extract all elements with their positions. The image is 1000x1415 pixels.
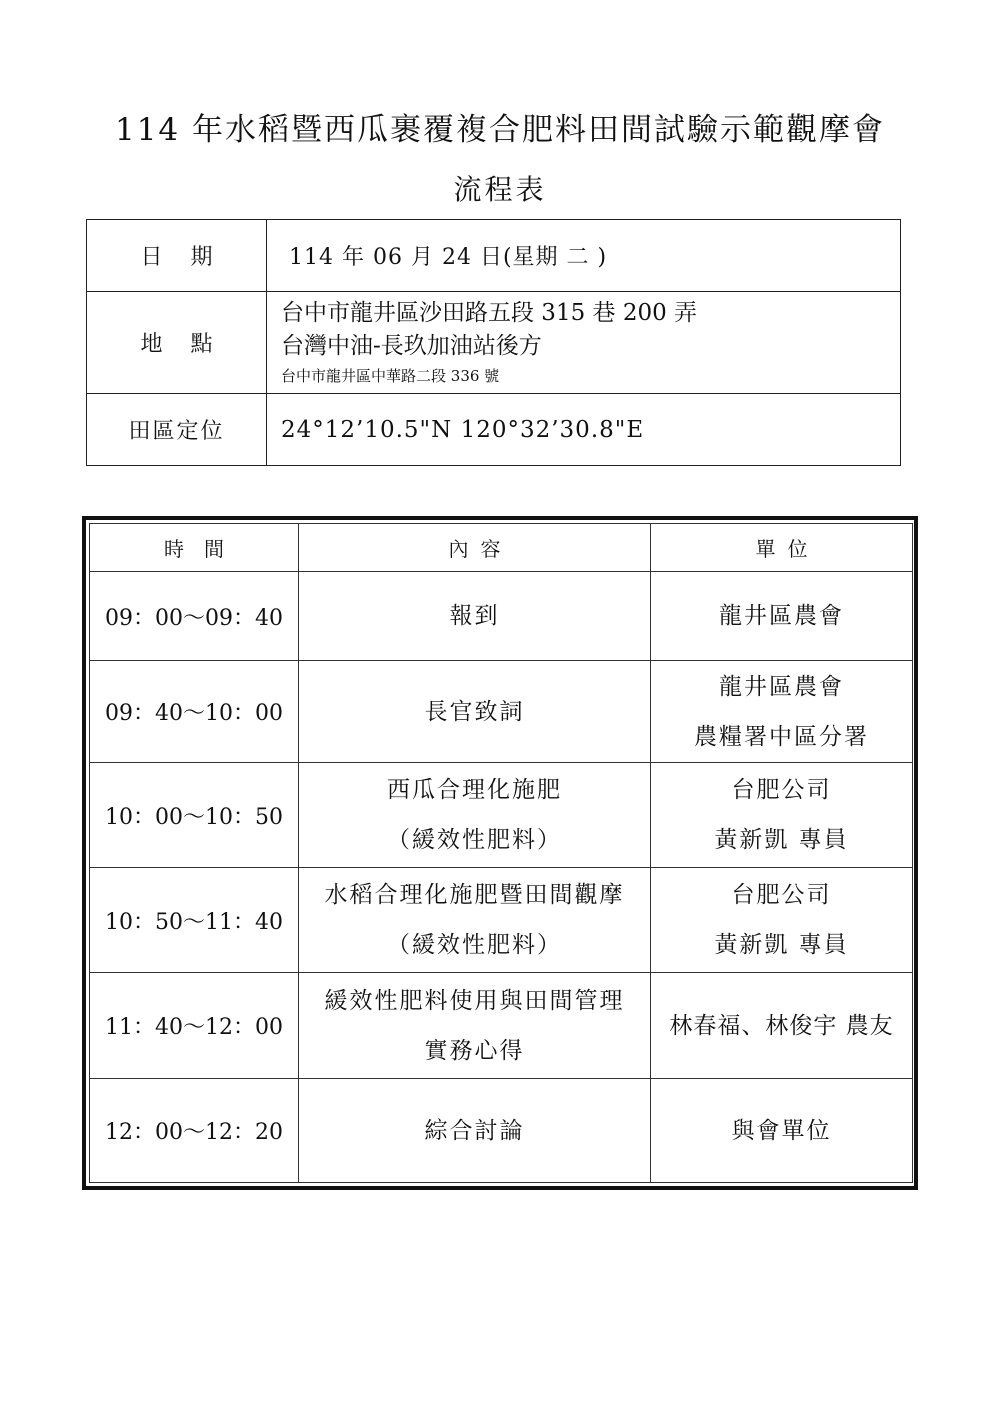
row-unit xyxy=(651,572,913,661)
gps-value: 24°12’10.5"N 120°32’30.8"E xyxy=(281,416,645,443)
row-content xyxy=(299,572,651,661)
row-unit xyxy=(651,973,913,1079)
row-unit xyxy=(651,1079,913,1183)
row-content xyxy=(299,1079,651,1183)
date-row xyxy=(87,220,901,292)
content-line: 報到 xyxy=(449,603,500,629)
content-line: 水稻合理化施肥暨田間觀摩 xyxy=(324,882,625,908)
header-time-cell xyxy=(90,524,299,572)
location-row xyxy=(87,292,901,394)
content-line: （緩效性肥料） xyxy=(387,827,562,853)
schedule-frame xyxy=(82,516,918,1190)
content-line: （緩效性肥料） xyxy=(387,932,562,958)
document-subtitle: 流程表 xyxy=(453,173,547,206)
row-time: 12：00～12：20 xyxy=(90,1079,299,1183)
location-address: 台中市龍井區沙田路五段 315 巷 200 弄 xyxy=(281,299,698,326)
location-landmark: 台灣中油-長玖加油站後方 xyxy=(281,332,542,359)
schedule-row xyxy=(90,661,913,763)
gps-value-cell xyxy=(267,394,901,466)
header-unit-cell xyxy=(651,524,913,572)
content-line: 西瓜合理化施肥 xyxy=(387,777,562,803)
location-label-cell xyxy=(87,292,267,394)
gps-row xyxy=(87,394,901,466)
schedule-row xyxy=(90,1079,913,1183)
row-time: 10：00～10：50 xyxy=(90,763,299,868)
gps-label-cell xyxy=(87,394,267,466)
unit-line: 黃新凱 專員 xyxy=(714,827,849,853)
schedule-row xyxy=(90,572,913,661)
row-unit xyxy=(651,868,913,973)
schedule-table xyxy=(89,523,913,1183)
event-info-table xyxy=(86,219,901,466)
content-line: 綜合討論 xyxy=(424,1117,525,1144)
schedule-row xyxy=(90,763,913,868)
row-unit xyxy=(651,763,913,868)
unit-line: 台肥公司 xyxy=(731,777,832,803)
content-line: 實務心得 xyxy=(424,1037,525,1064)
location-value-cell xyxy=(267,292,901,394)
unit-line: 龍井區農會 xyxy=(719,673,844,700)
row-content xyxy=(299,661,651,763)
row-content xyxy=(299,763,651,868)
row-time: 09：40～10：00 xyxy=(90,661,299,763)
location-alt-address: 台中市龍井區中華路二段 336 號 xyxy=(281,366,500,385)
header-time: 時間 xyxy=(164,537,244,561)
header-content-cell xyxy=(299,524,651,572)
date-value-cell xyxy=(267,220,901,292)
location-label: 地點 xyxy=(140,332,241,357)
row-time: 11：40～12：00 xyxy=(90,973,299,1079)
unit-line: 農糧署中區分署 xyxy=(694,723,869,750)
gps-label: 田區定位 xyxy=(128,419,225,444)
unit-line: 林春福、林俊宇 農友 xyxy=(669,1012,894,1039)
schedule-header-row xyxy=(90,524,913,572)
row-time: 10：50～11：40 xyxy=(90,868,299,973)
unit-line: 與會單位 xyxy=(731,1117,832,1144)
date-label-cell xyxy=(87,220,267,292)
row-unit xyxy=(651,661,913,763)
unit-line: 黃新凱 專員 xyxy=(714,932,849,958)
date-label: 日期 xyxy=(140,245,241,270)
schedule-row xyxy=(90,973,913,1079)
date-value: 114 年 06 月 24 日(星期 二 ) xyxy=(289,245,608,270)
header-content: 內容 xyxy=(448,537,513,561)
header-unit: 單位 xyxy=(755,537,820,561)
row-time: 09：00～09：40 xyxy=(90,572,299,661)
row-content xyxy=(299,973,651,1079)
schedule-row xyxy=(90,868,913,973)
unit-line: 台肥公司 xyxy=(731,882,832,908)
unit-line: 龍井區農會 xyxy=(719,603,844,629)
document-title: 114 年水稻暨西瓜裹覆複合肥料田間試驗示範觀摩會 xyxy=(114,112,886,148)
content-line: 長官致詞 xyxy=(424,698,525,725)
row-content xyxy=(299,868,651,973)
content-line: 緩效性肥料使用與田間管理 xyxy=(324,987,625,1014)
